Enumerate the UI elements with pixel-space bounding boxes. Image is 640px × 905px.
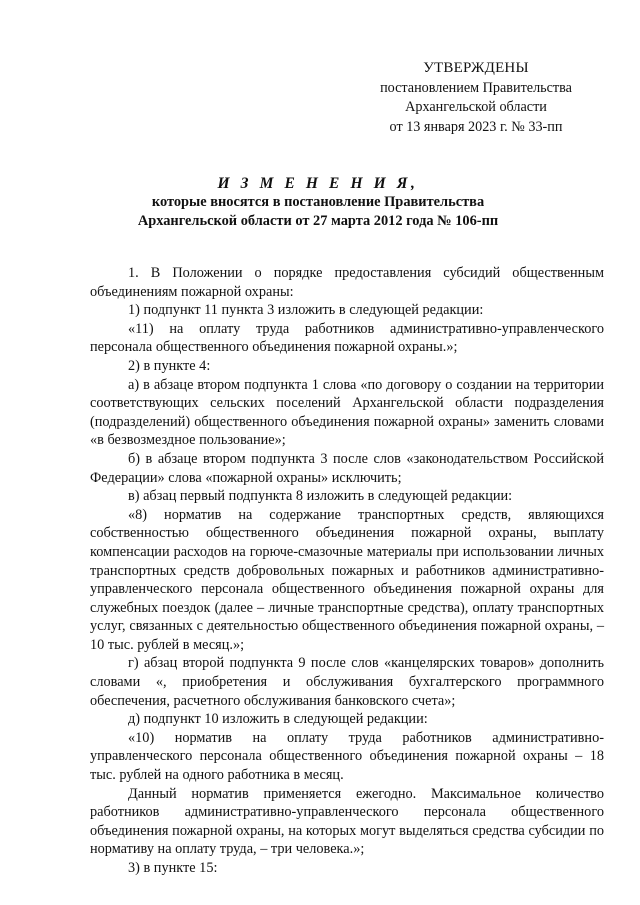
paragraph: 1) подпункт 11 пункта 3 изложить в следующей редакции:	[128, 302, 484, 319]
approval-line-2: Архангельской области	[405, 99, 547, 115]
document-heading	[90, 174, 546, 232]
heading-line-2: Архангельской области от 27 марта 2012 года № 106-пп	[137, 213, 499, 230]
approval-stamp	[360, 59, 592, 137]
paragraph: «8) норматив на содержание транспортных средств, являющихся собственностью общественного объединения пожарной охраны, выплату компенсации расходов на горюче-смазочные материалы при использовании личных транспортных средств добровольных пожарных и работников административно-управленческого персонала общественного объединения пожарной охраны для служебных поездок (далее – личные транспортные средства), оплату транспортных услуг, связанных с деятельностью общественного объединения пожарной охраны, – 10 тыс. рублей в месяц.»;	[90, 506, 604, 653]
heading-line-1: которые вносятся в постановление Правительства	[151, 194, 485, 211]
paragraph: г) абзац второй подпункта 9 после слов «канцелярских товаров» дополнить словами «, приобретения и обслуживания бухгалтерского программного обеспечения, расчетного обслуживания банковского счета»;	[90, 655, 604, 709]
approval-title: УТВЕРЖДЕНЫ	[423, 60, 529, 76]
paragraph: 1. В Положении о порядке предоставления субсидий общественным объединениям пожарной охраны:	[90, 265, 604, 300]
paragraph: «10) норматив на оплату труда работников административно-управленческого персонала общественного объединения пожарной охраны – 18 тыс. рублей на одного работника в месяц.	[90, 729, 604, 784]
paragraph: Данный норматив применяется ежегодно. Максимальное количество работников административно-управленческого персонала общественного объединения пожарной охраны, на которых могут выделяться средства субсидии по нормативу на оплату труда, – три человека.»;	[90, 785, 604, 858]
paragraph: б) в абзаце втором подпункта 3 после слов «законодательством Российской Федерации» слова «пожарной охраны» исключить;	[90, 450, 604, 486]
paragraph: 2) в пункте 4:	[128, 357, 211, 374]
document-body	[90, 264, 604, 878]
approval-line-3: от 13 января 2023 г. № 33-пп	[389, 118, 563, 135]
paragraph: а) в абзаце втором подпункта 1 слова «по договору о создании на территории соответствующих сельских поселений Архангельской области подразделения (подразделений) общественного объединения пожарной охраны» заменить словами «в безвозмездное пользование»;	[90, 376, 604, 449]
document-title: И З М Е Н Е Н И Я,	[217, 175, 419, 192]
paragraph: 3) в пункте 15:	[128, 860, 218, 876]
paragraph: «11) на оплату труда работников административно-управленческого персонала общественного объединения пожарной охраны.»;	[90, 320, 604, 356]
paragraph: в) абзац первый подпункта 8 изложить в следующей редакции:	[128, 488, 513, 505]
paragraph: д) подпункт 10 изложить в следующей редакции:	[128, 711, 428, 728]
approval-line-1: постановлением Правительства	[380, 79, 572, 96]
